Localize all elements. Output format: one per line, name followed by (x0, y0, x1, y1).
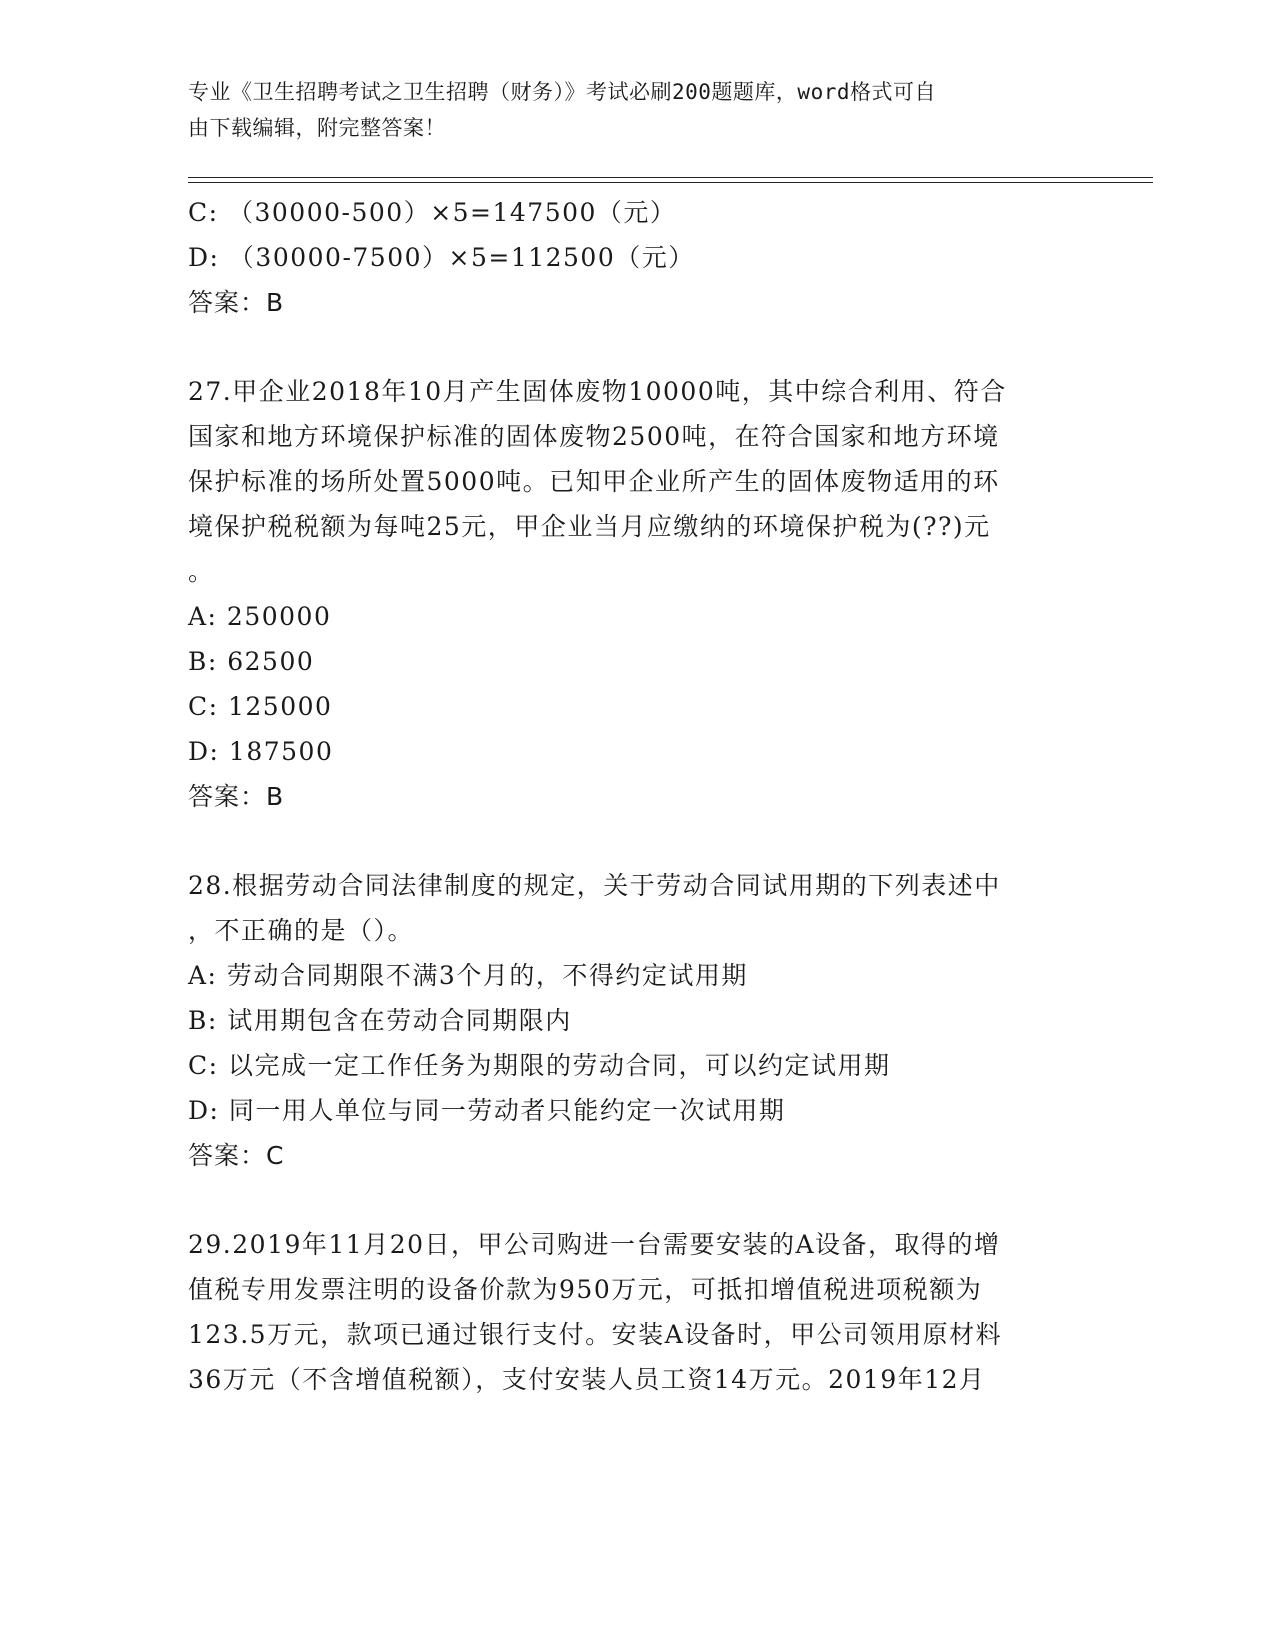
option-b: B: 62500 (188, 647, 315, 676)
header-line-1: 专业《卫生招聘考试之卫生招聘（财务）》考试必刷200题题库，word格式可自 (188, 80, 936, 104)
question-stem-line: 值税专用发票注明的设备价款为950万元，可抵扣增值税进项税额为 (188, 1275, 983, 1304)
option-c: C: 以完成一定工作任务为期限的劳动合同，可以约定试用期 (188, 1051, 891, 1080)
document-body (188, 190, 1088, 1402)
answer-line: 答案：B (188, 782, 285, 811)
question-spacer (188, 1178, 1088, 1222)
question-stem-line: 保护标准的场所处置5000吨。已知甲企业所产生的固体废物适用的环 (188, 467, 1000, 496)
header-divider-bottom (188, 182, 1153, 183)
question-27 (188, 369, 1088, 819)
answer-line: 答案：C (188, 1141, 285, 1170)
question-stem-line: 123.5万元，款项已通过银行支付。安装A设备时，甲公司领用原材料 (188, 1320, 1003, 1349)
answer-line: 答案：B (188, 288, 285, 317)
question-stem-line: 29.2019年11月20日，甲公司购进一台需要安装的A设备，取得的增 (188, 1230, 1001, 1259)
question-28 (188, 863, 1088, 1178)
option-a: A: 250000 (188, 602, 332, 631)
question-stem-line: 国家和地方环境保护标准的固体废物2500吨，在符合国家和地方环境 (188, 422, 1000, 451)
question-spacer (188, 819, 1088, 863)
question-29 (188, 1222, 1088, 1402)
document-header (188, 74, 1068, 146)
option-d: D: 187500 (188, 737, 334, 766)
question-stem-line: 28.根据劳动合同法律制度的规定，关于劳动合同试用期的下列表述中 (188, 871, 1001, 900)
option-c: C: （30000-500）×5=147500（元） (188, 198, 677, 227)
question-26-tail (188, 190, 1088, 325)
question-stem-line: 36万元（不含增值税额），支付安装人员工资14万元。2019年12月 (188, 1365, 986, 1394)
header-line-2: 由下载编辑，附完整答案！ (188, 116, 446, 140)
header-divider-top (188, 177, 1153, 178)
question-stem-line: 27.甲企业2018年10月产生固体废物10000吨，其中综合利用、符合 (188, 377, 1007, 406)
option-a: A: 劳动合同期限不满3个月的，不得约定试用期 (188, 961, 748, 990)
option-d: D: 同一用人单位与同一劳动者只能约定一次试用期 (188, 1096, 786, 1125)
question-stem-line: 。 (188, 557, 215, 586)
question-stem-line: ，不正确的是（）。 (188, 916, 415, 945)
option-b: B: 试用期包含在劳动合同期限内 (188, 1006, 572, 1035)
option-c: C: 125000 (188, 692, 333, 721)
question-spacer (188, 325, 1088, 369)
question-stem-line: 境保护税税额为每吨25元，甲企业当月应缴纳的环境保护税为(??)元 (188, 512, 991, 541)
option-d: D: （30000-7500）×5=112500（元） (188, 243, 695, 272)
